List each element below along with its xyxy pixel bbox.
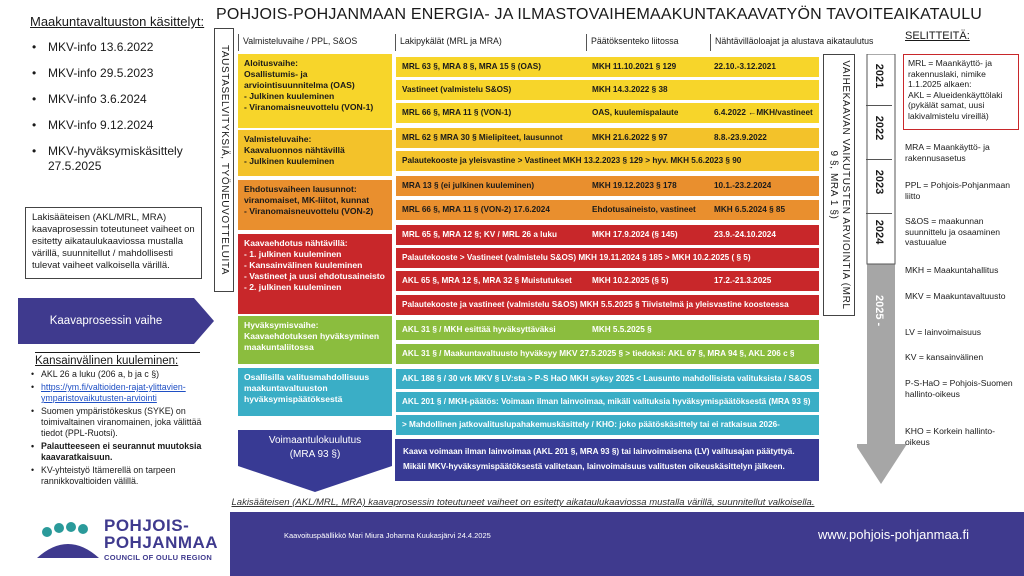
table-row: MRL 62 § MRA 30 § Mielipiteet, lausunnot MKH 21.6.2022 § 97 8.8.-23.9.2022 <box>395 128 819 148</box>
ym-link[interactable]: • https://ym.fi/valtioiden-rajat-ylittavien-ymparistovaikutusten-arviointi <box>30 382 208 404</box>
phase-proposal-display: Kaavaehdotus nähtävillä: - 1. julkinen kuuleminen - Kansainvälinen kuuleminen - Vastineet ja uusi ehdotusaineisto - 2. julkinen kuuleminen <box>238 234 392 314</box>
list-item: • Suomen ympäristökeskus (SYKE) on toimivaltainen viranomainen, joka välittää tiedot (PPL-Ruotsi). <box>30 406 208 439</box>
year-2023: 2023 <box>873 169 885 195</box>
list-item: • KV-yhteistyö Itämerellä on tarpeen rannikkovaltioiden välillä. <box>30 465 208 487</box>
table-row: MRA 13 § (ei julkinen kuuleminen) MKH 19.12.2023 § 178 10.1.-23.2.2024 <box>395 176 819 196</box>
table-row: Palautekooste ja yleisvastine > Vastineet MKH 13.2.2023 § 129 > hyv. MKH 5.6.2023 § 90 <box>395 151 819 171</box>
legend-item: MKH = Maakuntahallitus <box>905 265 999 275</box>
website-link[interactable]: www.pohjois-pohjanmaa.fi <box>818 527 970 542</box>
column-header-decision: Päätöksenteko liitossa <box>586 34 710 51</box>
table-row: AKL 31 § / MKH esittää hyväksyttäväksi MKH 5.5.2025 § <box>395 320 819 340</box>
legend-item: PPL = Pohjois-Pohjanmaan liitto <box>905 180 1011 201</box>
table-row: Palautekooste ja vastineet (valmistelu S&OS) MKH 5.5.2025 § Tiivistelmä ja yleisvastine koosteessa <box>395 295 819 315</box>
table-row: MRL 66 §, MRA 11 § (VON-1) OAS, kuulemispalaute 6.4.2022 ←MKH/vastineet <box>395 103 819 123</box>
council-meetings-list <box>30 40 200 185</box>
phase-proposal-statements: Ehdotusvaiheen lausunnot: viranomaiset, MK-liitot, kunnat - Viranomaisneuvottelu (VON-2) <box>238 180 392 230</box>
bottom-note: Lakisääteisen (AKL/MRL, MRA) kaavaprosessin toteutuneet vaiheet on esitetty aikataulukaaviossa mustalla värillä, suunnitellut valkoisella. <box>231 497 815 508</box>
council-logo-text: POHJOIS- POHJANMAA <box>104 516 219 552</box>
phase-start: Aloitusvaihe: Osallistumis- ja arviointisuunnitelma (OAS) - Julkinen kuuleminen - Viranomaisneuvottelu (VON-1) <box>238 54 392 128</box>
list-item: • MKV-hyväksymiskäsittely 27.5.2025 <box>30 144 200 174</box>
table-row: AKL 65 §, MRA 12 §, MRA 32 § Muistutukset MKH 10.2.2025 (§ 5) 17.2.-21.3.2025 <box>395 271 819 291</box>
table-row: Palautekooste > Vastineet (valmistelu S&OS) MKH 19.11.2024 § 185 > MKH 10.2.2025 ( § 5) <box>395 248 819 268</box>
legend-item: MKV = Maakuntavaltuusto <box>905 291 1006 301</box>
list-item: • MKV-info 9.12.2024 <box>30 118 200 133</box>
year-2025: 2025 - <box>873 295 885 327</box>
list-item: • MKV-info 13.6.2022 <box>30 40 200 55</box>
council-logo-icon <box>37 522 99 558</box>
column-header-phase: Valmisteluvaihe / PPL, S&OS <box>238 34 395 51</box>
year-2021: 2021 <box>873 63 885 89</box>
list-item: • MKV-info 3.6.2024 <box>30 92 200 107</box>
legend-item: MRA = Maankäyttö- ja rakennusasetus <box>905 142 990 163</box>
table-row: MRL 66 §, MRA 11 § (VON-2) 17.6.2024 Ehdotusaineisto, vastineet MKH 6.5.2024 § 85 <box>395 200 819 220</box>
intl-consultation-title: Kansainvälinen kuuleminen: <box>35 352 200 367</box>
footer-band <box>230 512 1024 576</box>
legend-highlight-box: MRL = Maankäyttö- ja rakennuslaki, nimike 1.1.2025 alkaen: AKL = Alueidenkäyttölaki (pykälät samat, uusi lakivalmistelu vireillä) <box>903 54 1019 130</box>
intl-consultation-list <box>30 369 208 489</box>
column-header-schedule: Nähtävilläoloajat ja alustava aikataulutus <box>710 34 890 51</box>
legend-item: KHO = Korkein hallinto-oikeus <box>905 426 996 447</box>
year-2022: 2022 <box>873 115 885 141</box>
table-row: AKL 201 § / MKH-päätös: Voimaan ilman lainvoimaa, mikäli valituksia hyväksymispäätöksestä (MRA 93 §) <box>395 392 819 412</box>
list-item: • MKV-info 29.5.2023 <box>30 66 200 81</box>
divider <box>866 105 892 106</box>
year-2024: 2024 <box>873 219 885 245</box>
table-row: AKL 31 § / Maakuntavaltuusto hyväksyy MKV 27.5.2025 § > tiedoksi: AKL 67 §, MRA 94 §, AKL 206 c § <box>395 344 819 364</box>
table-row: > Mahdollinen jatkovalituslupahakemuskäsittely / KHO: joko päätöskäsittely tai ei ratkaisua 2026- <box>395 415 819 435</box>
legend-item: S&OS = maakunnan suunnittelu ja osaaminen vastuualue <box>905 216 1001 247</box>
enactment-label: Voimaantulokuulutus (MRA 93 §) <box>268 435 362 460</box>
phase-preparation: Valmisteluvaihe: Kaavaluonnos nähtävillä - Julkinen kuuleminen <box>238 130 392 176</box>
process-phase-label: Kaavaprosessin vaihe <box>49 315 163 327</box>
divider <box>866 159 892 160</box>
phase-approval: Hyväksymisvaihe: Kaavaehdotuksen hyväksyminen maakuntaliitossa <box>238 316 392 364</box>
council-meetings-title: Maakuntavaltuuston käsittelyt: <box>30 14 205 29</box>
table-row: MRL 65 §, MRA 12 §; KV / MRL 26 a luku MKH 17.9.2024 (§ 145) 23.9.-24.10.2024 <box>395 225 819 245</box>
column-header-law: Lakipykälät (MRL ja MRA) <box>395 34 585 51</box>
final-enactment-row: Kaava voimaan ilman lainvoimaa (AKL 201 §, MRA 93 §) tai lainvoimaisena (LV) valitusajan päätyttyä. Mikäli MKV-hyväksymispäätöksestä valitetaan, lainvoimaisuus valitusten oikeuskäsittelyn jälkeen. <box>395 439 819 481</box>
legend-item: P-S-HaO = Pohjois-Suomen hallinto-oikeus <box>905 378 1013 399</box>
legend-title: SELITTEITÄ: <box>905 30 970 42</box>
impact-assessment-label: VAIHEKAAVAN VAIKUTUSTEN ARVIOINTIA (MRL 9 §, MRA 1 §) <box>823 54 855 316</box>
footer-author: Kaavoituspäällikkö Mari Miura Johanna Kuukasjärvi 24.4.2025 <box>284 531 491 540</box>
table-row: AKL 188 § / 30 vrk MKV § LV:sta > P-S HaO MKH syksy 2025 < Lausunto mahdollisista valituksista / S&OS <box>395 369 819 389</box>
legend-item: KV = kansainvälinen <box>905 352 984 362</box>
list-item: • AKL 26 a luku (206 a, b ja c §) <box>30 369 208 380</box>
phase-appeal: Osallisilla valitusmahdollisuus maakuntavaltuuston hyväksymispäätöksestä <box>238 368 392 416</box>
background-studies-label: TAUSTASELVITYKSIÄ, TYÖNEUVOTTELUITA <box>214 28 234 292</box>
page-title: POHJOIS-POHJANMAAN ENERGIA- JA ILMASTOVAIHEMAAKUNTAKAAVATYÖN TAVOITEAIKATAULU <box>216 6 983 23</box>
council-logo-subtitle: COUNCIL OF OULU REGION <box>104 553 213 562</box>
list-item: • Palautteeseen ei seurannut muutoksia kaavaratkaisuun. <box>30 441 208 463</box>
divider <box>866 213 892 214</box>
table-row: Vastineet (valmistelu S&OS) MKH 14.3.2022 § 38 <box>395 80 819 100</box>
legend-note-box: Lakisääteisen (AKL/MRL, MRA) kaavaprosessin toteutuneet vaiheet on esitetty aikataulukaaviossa mustalla värillä, suunnitellut / mahdollisesti tulevat vaiheet valkoisella värillä. <box>25 207 202 279</box>
table-row: MRL 63 §, MRA 8 §, MRA 15 § (OAS) MKH 11.10.2021 § 129 22.10.-3.12.2021 <box>395 57 819 77</box>
legend-item: LV = lainvoimaisuus <box>905 327 982 337</box>
